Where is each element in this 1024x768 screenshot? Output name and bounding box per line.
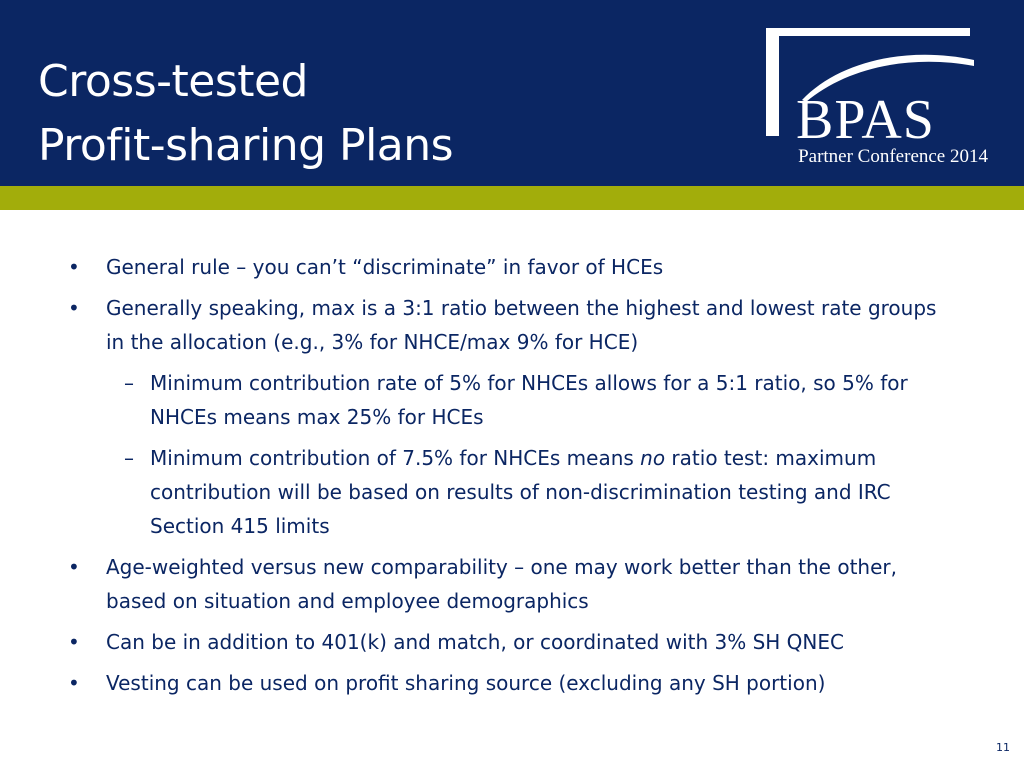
bullet-marker: •	[68, 296, 80, 320]
title-banner	[0, 0, 1024, 186]
slide-title	[38, 50, 453, 178]
bullet-text: Vesting can be used on profit sharing source (excluding any SH portion)	[106, 671, 826, 695]
bullet-marker: •	[68, 255, 80, 279]
sub-bullet-text-end: ratio test: maximum contribution will be based on results of non-discrimination testing and IRC Section 415 limits	[150, 446, 891, 538]
bullet-item	[60, 625, 960, 659]
bullet-item	[60, 550, 960, 618]
bullet-text: Generally speaking, max is a 3:1 ratio between the highest and lowest rate groups in the allocation (e.g., 3% for NHCE/max 9% for HCE)	[106, 296, 937, 354]
bullet-marker: •	[68, 630, 80, 654]
sub-bullet-marker: –	[124, 371, 134, 395]
bullet-text: Can be in addition to 401(k) and match, or coordinated with 3% SH QNEC	[106, 630, 844, 654]
bullet-text: Age-weighted versus new comparability – one may work better than the other, based on situation and employee demographics	[106, 555, 897, 613]
bullet-text: General rule – you can’t “discriminate” in favor of HCEs	[106, 255, 664, 279]
sub-bullet-item	[60, 441, 960, 543]
bpas-logo	[760, 22, 1000, 172]
bullet-list	[60, 250, 960, 707]
sub-bullet-text: Minimum contribution rate of 5% for NHCEs allows for a 5:1 ratio, so 5% for NHCEs means max 25% for HCEs	[150, 371, 908, 429]
bullet-item	[60, 291, 960, 359]
sub-bullet-text-start: Minimum contribution of 7.5% for NHCEs means	[150, 446, 641, 470]
sub-bullet-emphasis: no	[640, 446, 666, 470]
accent-bar	[0, 186, 1024, 210]
bullet-marker: •	[68, 555, 80, 579]
slide-title-line-2: Profit-sharing Plans	[38, 120, 454, 171]
logo-wordmark: BPAS	[796, 89, 935, 151]
slide-title-line-1: Cross-tested	[38, 56, 308, 107]
sub-bullet-item	[60, 366, 960, 434]
bullet-item	[60, 250, 960, 284]
sub-bullet-marker: –	[124, 446, 134, 470]
page-number: 11	[996, 741, 1010, 754]
logo-subtitle: Partner Conference 2014	[798, 146, 988, 167]
bullet-item	[60, 666, 960, 700]
bullet-marker: •	[68, 671, 80, 695]
